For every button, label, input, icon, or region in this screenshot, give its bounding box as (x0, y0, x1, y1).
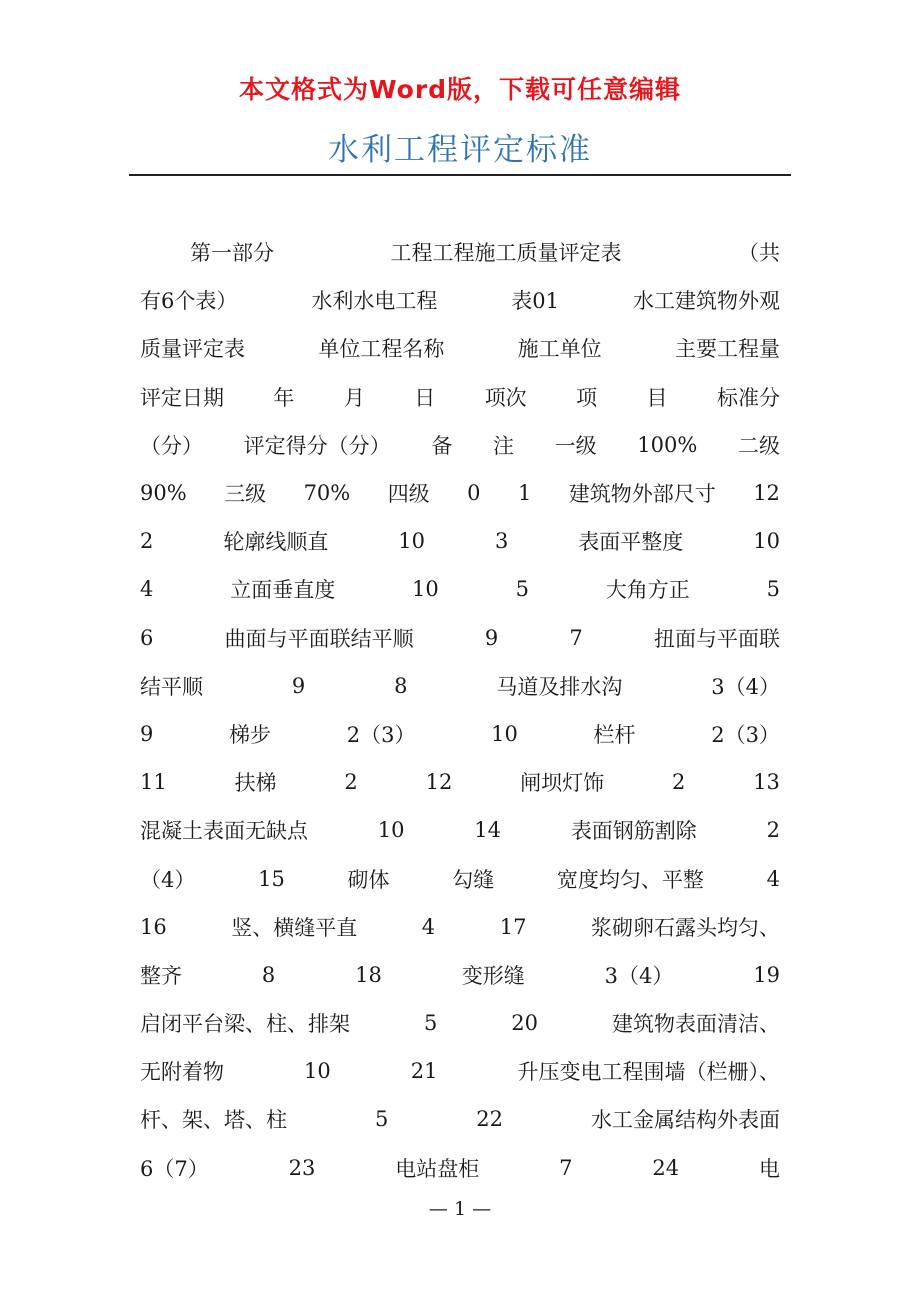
line-segment: 曲面与平面联结平顺 (224, 626, 414, 651)
text-line (140, 1144, 780, 1192)
line-segment: 变形缝 (461, 963, 525, 988)
line-segment: 2 (344, 770, 358, 795)
text-line (140, 614, 780, 662)
text-line (140, 469, 780, 517)
text-line (140, 999, 780, 1047)
download-banner: 本文格式为Word版，下载可任意编辑 (238, 75, 682, 104)
line-segment: 浆砌卵石露头均匀、 (590, 915, 780, 940)
line-segment: 7 (559, 1155, 573, 1180)
text-line (140, 662, 780, 710)
line-segment: 13 (753, 770, 780, 795)
text-line (140, 806, 780, 854)
line-segment: （4） (140, 867, 196, 892)
line-segment: 12 (425, 770, 453, 795)
line-segment: 10 (377, 818, 405, 843)
line-segment: 1 (517, 481, 532, 506)
text-line (140, 710, 780, 758)
text-line (140, 421, 780, 469)
line-segment: 三级 (224, 482, 267, 507)
line-segment: 7 (569, 625, 583, 650)
line-segment: 建筑物外部尺寸 (568, 482, 716, 507)
line-segment: 月 (343, 385, 365, 410)
line-segment: 备 (431, 433, 453, 458)
line-segment: 日 (414, 385, 436, 410)
text-line (140, 1095, 780, 1143)
line-segment: 2（3） (711, 722, 780, 747)
text-line (140, 228, 780, 276)
text-line (140, 565, 780, 613)
line-segment: 升压变电工程围墙（栏栅）、 (517, 1060, 780, 1085)
line-segment: 无附着物 (140, 1060, 224, 1085)
line-segment: 20 (511, 1011, 539, 1036)
line-segment: 21 (410, 1059, 438, 1084)
document-body (140, 228, 780, 1192)
line-segment: 质量评定表 (140, 337, 245, 362)
line-segment: 梯步 (229, 722, 272, 747)
text-line (140, 276, 780, 324)
line-segment: 5 (515, 577, 529, 602)
line-segment: 2（3） (346, 722, 416, 747)
line-segment: 结平顺 (140, 674, 203, 699)
line-segment: 6（7） (140, 1156, 209, 1181)
line-segment: 施工单位 (517, 337, 602, 362)
line-segment: 一级 (554, 433, 597, 458)
line-segment: 标准分 (716, 385, 780, 410)
line-segment: 启闭平台梁、柱、排架 (140, 1012, 350, 1037)
line-segment: 项次 (484, 385, 527, 410)
line-segment: 0 (467, 481, 481, 506)
line-segment: 3 (494, 529, 509, 554)
line-segment: 水利水电工程 (311, 289, 438, 314)
line-segment: 电 (758, 1156, 780, 1181)
line-segment: 9 (291, 673, 306, 698)
line-segment: 19 (753, 962, 780, 987)
line-segment: 5 (423, 1011, 438, 1036)
line-segment: 年 (273, 385, 295, 410)
line-segment: 22 (476, 1107, 504, 1132)
line-segment: 项 (576, 385, 598, 410)
line-segment: 第一部分 (190, 241, 274, 266)
line-segment: 宽度均匀、平整 (556, 867, 704, 892)
line-segment: 注 (492, 433, 514, 458)
line-segment: 90% (140, 481, 187, 506)
line-segment: 10 (412, 577, 439, 602)
line-segment: 水工建筑物外观 (632, 289, 780, 314)
line-segment: 2 (140, 529, 154, 554)
text-line (140, 517, 780, 565)
line-segment: 有6个表） (140, 289, 238, 314)
text-line (140, 903, 780, 951)
page-number: — 1 — (428, 1198, 492, 1220)
line-segment: 9 (484, 625, 499, 650)
line-segment: 评定得分（分） (243, 433, 391, 458)
line-segment: 12 (753, 481, 780, 506)
line-segment: 10 (304, 1059, 331, 1084)
text-line (140, 373, 780, 421)
line-segment: 评定日期 (140, 385, 224, 410)
line-segment: 表面平整度 (578, 530, 684, 555)
line-segment: 表面钢筋割除 (570, 819, 697, 844)
line-segment: 勾缝 (452, 867, 495, 892)
line-segment: 混凝土表面无缺点 (140, 819, 308, 844)
line-segment: 11 (140, 770, 167, 795)
text-line (140, 1047, 780, 1095)
line-segment: 5 (766, 577, 780, 602)
line-segment: （共 (738, 241, 780, 266)
line-segment: 大角方正 (605, 578, 690, 603)
line-segment: 2 (671, 770, 686, 795)
line-segment: 水工金属结构外表面 (590, 1108, 780, 1133)
line-segment: 竖、横缝平直 (231, 915, 358, 940)
text-line (140, 324, 780, 372)
line-segment: 23 (288, 1155, 316, 1180)
line-segment: 4 (140, 577, 154, 602)
line-segment: 3（4） (604, 963, 674, 988)
line-segment: 24 (652, 1155, 680, 1180)
line-segment: 4 (766, 866, 780, 891)
line-segment: 100% (637, 432, 698, 457)
line-segment: 6 (140, 625, 154, 650)
line-segment: 轮廓线顺直 (223, 530, 329, 555)
line-segment: 马道及排水沟 (496, 674, 623, 699)
line-segment: 5 (374, 1107, 389, 1132)
line-segment: 10 (753, 529, 780, 554)
line-segment: 扶梯 (234, 771, 277, 796)
title-divider (129, 174, 791, 176)
line-segment: 杆、架、塔、柱 (140, 1108, 287, 1133)
line-segment: 建筑物表面清洁、 (611, 1012, 780, 1037)
line-segment: 15 (258, 866, 285, 891)
line-segment: 3（4） (711, 674, 780, 699)
line-segment: 10 (491, 721, 518, 746)
line-segment: 9 (140, 721, 154, 746)
line-segment: 砌体 (347, 867, 390, 892)
line-segment: 4 (421, 914, 436, 939)
document-title: 水利工程评定标准 (328, 132, 592, 168)
line-segment: 16 (140, 914, 167, 939)
line-segment: 8 (394, 673, 408, 698)
line-segment: 主要工程量 (674, 337, 780, 362)
line-segment: 表01 (511, 289, 560, 314)
text-line (140, 758, 780, 806)
line-segment: 闸坝灯饰 (520, 771, 605, 796)
text-line (140, 854, 780, 902)
line-segment: 二级 (737, 433, 780, 458)
line-segment: 10 (398, 529, 426, 554)
line-segment: 目 (646, 385, 668, 410)
line-segment: 70% (303, 481, 351, 506)
line-segment: 14 (474, 818, 502, 843)
line-segment: 立面垂直度 (230, 578, 336, 603)
line-segment: 18 (355, 962, 382, 987)
line-segment: 栏杆 (593, 722, 636, 747)
line-segment: 整齐 (140, 963, 182, 988)
line-segment: 电站盘柜 (395, 1156, 480, 1181)
line-segment: 工程工程施工质量评定表 (390, 241, 622, 266)
line-segment: 8 (261, 962, 276, 987)
line-segment: 扭面与平面联 (654, 626, 780, 651)
line-segment: 2 (766, 818, 780, 843)
line-segment: 17 (499, 914, 527, 939)
line-segment: （分） (140, 433, 203, 458)
text-line (140, 951, 780, 999)
line-segment: 单位工程名称 (318, 337, 445, 362)
line-segment: 四级 (387, 482, 430, 507)
